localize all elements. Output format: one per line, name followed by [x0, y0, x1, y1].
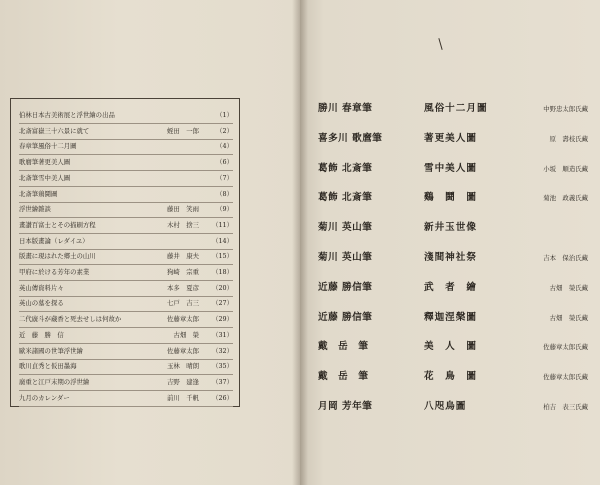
toc-page: （18）	[212, 268, 233, 276]
plate-entry	[318, 217, 588, 239]
toc-author: 古畑 榮	[173, 330, 199, 339]
toc-title: 英山傳資料片々	[19, 283, 64, 292]
toc-entry	[19, 374, 233, 391]
plate-entry	[318, 366, 588, 388]
toc-entry	[19, 343, 233, 360]
toc-page: （9）	[216, 205, 233, 214]
plate-collection: 柏吉 表三氏藏	[543, 403, 588, 411]
plate-artist: 近藤 勝信筆	[318, 311, 373, 323]
plate-artist: 月岡 芳年筆	[318, 401, 373, 412]
plate-title: 雪中美人圖	[424, 162, 477, 174]
right-page	[300, 0, 600, 485]
toc-title: 畫讃百富士とその描刷方程	[19, 220, 96, 229]
plate-collection: 古畑 榮氏藏	[549, 283, 588, 292]
toc-page: （27）	[212, 299, 233, 308]
toc-entry	[19, 295, 233, 312]
toc-entry	[19, 107, 233, 124]
toc-title: 甲府に於ける芳年の素業	[19, 268, 90, 276]
plate-collection: 古畑 榮氏藏	[549, 313, 588, 322]
plate-title: 風俗十二月圖	[424, 103, 488, 114]
toc-entry	[19, 311, 233, 328]
toc-title: 北斎筆雪中美人圖	[19, 173, 71, 182]
toc-author: 佐藤章太郎	[167, 315, 199, 324]
toc-entry	[19, 280, 233, 297]
toc-page: （35）	[212, 362, 233, 371]
toc-author: 吉野 建逢	[167, 377, 199, 386]
plate-artist: 菊川 英山筆	[318, 222, 373, 234]
plate-collection: 吉本 保治氏藏	[543, 254, 588, 262]
plate-entry	[318, 396, 588, 418]
toc-author: 玉林 晴朗	[167, 362, 199, 371]
toc-title: 英山の墓を探る	[19, 299, 64, 308]
plate-title: 鷄 鬪 圖	[424, 192, 477, 204]
plate-entry	[318, 247, 588, 269]
toc-page: （2）	[216, 126, 233, 135]
plate-entry	[318, 277, 588, 299]
toc-entry	[19, 217, 233, 234]
toc-title: 版畫に現はれた郷土の山川	[19, 252, 96, 261]
toc-entry	[19, 248, 233, 265]
plate-collection: 佐藤章太郎氏藏	[543, 343, 588, 352]
plate-title: 釋迦涅槃圖	[424, 311, 477, 323]
toc-entry	[19, 138, 233, 155]
plate-artist: 勝川 春章筆	[318, 103, 373, 114]
plate-entry	[318, 187, 588, 209]
plate-collection: 小坂 順造氏藏	[543, 164, 588, 173]
toc-entry	[19, 186, 233, 203]
plate-title: 新井玉世像	[424, 222, 477, 234]
toc-page: （32）	[212, 346, 233, 355]
toc-entry	[19, 264, 233, 281]
toc-entry	[19, 327, 233, 344]
toc-author: 藤田 笑雨	[167, 205, 199, 214]
toc-author: 藤井 康夫	[167, 252, 199, 261]
table-of-contents	[10, 98, 240, 407]
toc-title: 廣重と江戸末期の浮世繪	[19, 377, 90, 386]
plate-title: 美 人 圖	[424, 341, 477, 353]
plate-title: 淺間神社祭	[424, 252, 477, 263]
toc-author: 佐藤章太郎	[167, 346, 199, 355]
toc-page: （4）	[216, 142, 233, 151]
toc-entry	[19, 154, 233, 171]
toc-title: 九月のカレンダー	[19, 393, 70, 402]
toc-page: （20）	[212, 283, 233, 292]
toc-page: （15）	[212, 252, 233, 261]
toc-page: （11）	[212, 220, 233, 229]
plate-title: 花 鳥 圖	[424, 371, 477, 383]
toc-author: 本多 夏彦	[167, 283, 199, 292]
toc-author: 木村 捨三	[167, 220, 199, 229]
plate-collection: 原 壽枝氏藏	[549, 134, 588, 143]
toc-title: 日本版畫論（レダイユ）	[19, 236, 89, 245]
toc-author: 前川 千帆	[167, 393, 199, 402]
plate-artist: 喜多川 歌麿筆	[318, 132, 383, 144]
toc-title: 歌麿筆著更美人圖	[19, 158, 71, 167]
toc-page: （1）	[216, 111, 233, 119]
book-gutter	[292, 0, 308, 485]
toc-author: 七戸 吉三	[167, 299, 199, 308]
plate-title: 八咫烏圖	[424, 401, 467, 412]
toc-title: 伯林日本古美術展と浮世繪の出品	[19, 111, 115, 119]
toc-entry	[19, 201, 233, 218]
plate-entry	[318, 98, 588, 120]
toc-entry	[19, 390, 233, 407]
toc-title: 歐米諸國の世筆浮世繪	[19, 346, 83, 355]
toc-entry	[19, 123, 233, 140]
toc-entry	[19, 170, 233, 187]
toc-title: 北斎筆鶏鬪圖	[19, 189, 58, 198]
plate-entry	[318, 158, 588, 180]
toc-author: 狗崎 宗重	[167, 268, 199, 276]
toc-title: 春章筆風俗十二月圖	[19, 142, 77, 151]
toc-page: （7）	[216, 173, 233, 182]
toc-author: 蛭田 一郎	[167, 126, 199, 135]
toc-title: 浮世繪雜談	[19, 205, 51, 214]
plate-artist: 葛飾 北斎筆	[318, 192, 373, 204]
plate-artist: 戴 岳 筆	[318, 371, 369, 383]
toc-entry	[19, 358, 233, 375]
plate-entry	[318, 128, 588, 150]
plate-title: 著更美人圖	[424, 132, 477, 144]
plate-collection: 佐藤章太郎氏藏	[543, 373, 588, 382]
toc-page: （29）	[212, 315, 233, 324]
toc-page: （6）	[216, 158, 233, 167]
toc-page: （8）	[216, 189, 233, 198]
plate-entry	[318, 336, 588, 358]
toc-page: （31）	[212, 330, 233, 339]
plate-title: 武 者 繪	[424, 281, 477, 293]
toc-title: 二代廣斗が蔵香と死去せしは何故か	[19, 315, 122, 324]
toc-page: （37）	[212, 377, 233, 386]
plate-collection: 中野忠太郎氏藏	[543, 105, 588, 113]
plate-artist: 近藤 勝信筆	[318, 281, 373, 293]
plate-entry	[318, 307, 588, 329]
plate-artist: 戴 岳 筆	[318, 341, 369, 353]
toc-title: 歌川貞秀と仮田墨海	[19, 362, 77, 371]
toc-entry	[19, 233, 233, 250]
toc-page: （14）	[212, 236, 233, 245]
plate-artist: 葛飾 北斎筆	[318, 162, 373, 174]
plate-artist: 菊川 英山筆	[318, 252, 373, 263]
toc-page: （26）	[212, 393, 233, 402]
toc-title: 北斎富嶽三十六景に就て	[19, 126, 90, 135]
plate-collection: 菊池 政義氏藏	[543, 194, 588, 203]
toc-title: 近 藤 勝 信	[19, 330, 64, 339]
